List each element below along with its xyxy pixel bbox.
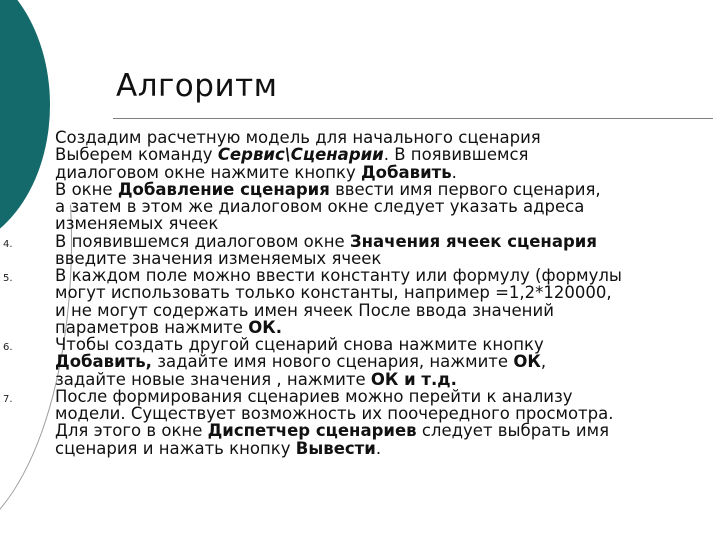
text-segment: В каждом поле можно ввести константу или формулу (формулы (55, 266, 622, 285)
list-item-line (55, 233, 597, 250)
text-segment: Добавить (360, 162, 452, 182)
list-item-number: 6. (3, 342, 13, 353)
text-segment: Для этого в окне (55, 421, 208, 441)
list-item-line (55, 319, 282, 336)
text-segment: Вывести (295, 438, 376, 458)
list-item-line (55, 198, 584, 215)
text-segment: После формирования сценариев можно перейти к анализу (55, 386, 573, 406)
list-item-line (55, 267, 622, 284)
list-item-line (55, 181, 601, 198)
text-segment: ОК (513, 352, 541, 372)
list-item-line (55, 146, 528, 163)
text-segment: введите значения изменяемых ячеек (55, 248, 382, 268)
list-item-line (55, 164, 457, 181)
list-item-line (55, 405, 614, 422)
list-item-line (55, 129, 541, 146)
text-segment: могут использовать только константы, например =1,2*120000, (55, 283, 612, 303)
text-segment: Создадим расчетную модель для начального сценария (55, 128, 541, 147)
list-item-number: 7. (3, 393, 13, 405)
text-segment: В окне (55, 179, 118, 199)
list-item-line (55, 215, 218, 232)
text-segment: ввести имя первого сценария, (329, 179, 601, 199)
text-segment: Чтобы создать другой сценарий снова нажмите кнопку (55, 335, 544, 354)
list-item-line (55, 422, 609, 439)
text-segment: . (375, 438, 382, 458)
text-segment: . (451, 162, 457, 182)
text-segment: Диспетчер сценариев (207, 421, 417, 441)
text-segment: В появившемся диалоговом окне (55, 231, 350, 251)
text-segment: Выберем команду (55, 145, 218, 165)
list-item-line (55, 336, 544, 353)
text-segment: следует выбрать имя (416, 421, 609, 441)
text-segment: Значения ячеек сценария (349, 231, 597, 251)
list-item-number: 5. (3, 273, 13, 284)
text-segment: Сервис\Сценарии (217, 145, 384, 165)
list-item-line (55, 440, 381, 457)
text-segment: ОК. (248, 317, 282, 337)
text-segment: и не могут содержать имен ячеек После ввода значений (55, 300, 554, 320)
list-item-line (55, 284, 612, 301)
list-item-number: 4. (3, 238, 13, 250)
list-item-line (55, 353, 546, 370)
text-segment: ОК и т.д. (370, 369, 457, 389)
text-segment: параметров нажмите (55, 317, 249, 337)
list-item-line (55, 302, 554, 319)
list-item-line (55, 250, 381, 267)
list-item-line (55, 388, 573, 405)
list-item-line (55, 371, 457, 388)
text-segment: Добавить, (55, 352, 152, 372)
text-segment: а затем в этом же диалоговом окне следует указать адреса (55, 197, 585, 216)
text-segment: Добавление сценария (117, 179, 330, 199)
text-segment: , (540, 352, 547, 372)
text-segment: . В появившемся (383, 145, 529, 165)
text-segment: задайте имя нового сценария, нажмите (151, 352, 514, 372)
text-segment: задайте новые значения , нажмите (55, 369, 371, 389)
text-segment: изменяемых ячеек (55, 214, 219, 234)
text-segment: диалоговом окне нажмите кнопку (55, 162, 361, 182)
slide-title: Алгоритм (116, 68, 278, 104)
title-underline (113, 118, 713, 119)
text-segment: модели. Существует возможность их поочередного просмотра. (55, 404, 614, 423)
text-segment: сценария и нажать кнопку (55, 438, 296, 458)
